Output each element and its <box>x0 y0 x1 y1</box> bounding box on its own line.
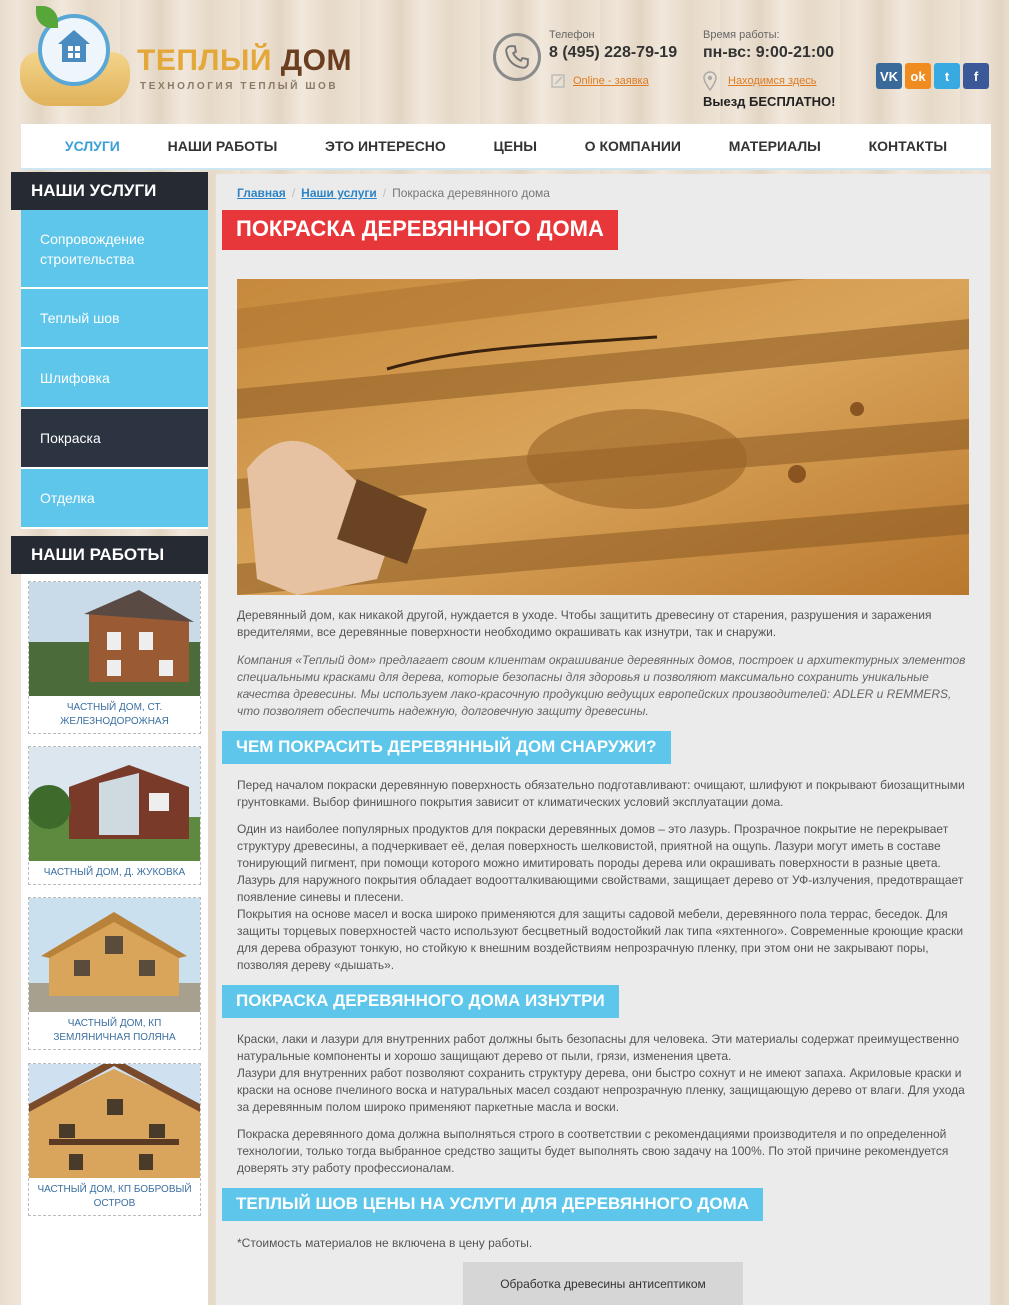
online-request-link[interactable]: Online - заявка <box>573 75 649 87</box>
location-pin-icon <box>703 71 717 91</box>
heading-inside: ПОКРАСКА ДЕРЕВЯННОГО ДОМА ИЗНУТРИ <box>222 985 619 1018</box>
work-photo <box>29 582 200 696</box>
work-photo <box>29 747 200 861</box>
outside-paragraph-2: Один из наиболее популярных продуктов для покраски деревянных домов – это лазурь. Прозрачное покрытие не перекрывает структуру древесины, а подчеркивает её, делая поверхность шелковистой, приятной на ощупь. Лазури могут иметь в составе тонирующий пигмент, при помощи которого можно имитировать породы дерева или окрашивать поверхности в разные цвета. Лазурь для наружного покрытия обладает водоотталкивающими свойствами, защищает дерево от УФ-излучения, предотвращает появление синевы и плесени. <box>237 822 964 904</box>
work-caption: ЧАСТНЫЙ ДОМ, КП ЗЕМЛЯНИЧНАЯ ПОЛЯНА <box>53 1018 176 1043</box>
works-heading: НАШИ РАБОТЫ <box>11 536 208 574</box>
logo[interactable] <box>20 6 130 110</box>
breadcrumb-separator: / <box>291 186 296 200</box>
inside-paragraph-1: Краски, лаки и лазури для внутренних работ должны быть безопасны для человека. Эти материалы содержат преимущественно натуральные компоненты и хорошо защищают дерево от пыли, грязи, изменения цвета. <box>237 1032 960 1063</box>
work-card[interactable] <box>28 897 201 1050</box>
brand-name-2: ДОМ <box>280 44 352 77</box>
price-tab-antiseptic[interactable]: Обработка древесины антисептиком <box>463 1262 743 1305</box>
sidebar-item-construction-support[interactable]: Сопровождение строительства <box>21 210 208 289</box>
inside-paragraph-2: Лазури для внутренних работ позволяют сохранить структуру дерева, они быстро сохнут и не имеют запаха. Акриловые краски и краски на основе пчелиного воска и натуральных масел создают непрозрачную пленку, защищающую дерево от влаги. Для ухода за деревянным полом широко применяют паркетные масла и воски. <box>237 1066 965 1114</box>
outside-paragraph-1: Перед началом покраски деревянную поверхность обязательно подготавливают: очищают, шлифуют и покрывают биозащитными грунтовками. Выбор финишного покрытия зависит от климатических условий эксплуатации дома. <box>237 778 965 809</box>
work-caption: ЧАСТНЫЙ ДОМ, КП БОБРОВЫЙ ОСТРОВ <box>37 1184 192 1209</box>
free-visit-note: Выезд БЕСПЛАТНО! <box>703 94 836 109</box>
nav-item-about[interactable]: О КОМПАНИИ <box>584 138 681 154</box>
sidebar-item-finishing[interactable]: Отделка <box>21 469 208 529</box>
intro-italic-paragraph: Компания «Теплый дом» предлагает своим клиентам окрашивание деревянных домов, построек и архитектурных элементов специальными красками для дерева, которые безопасны для здоровья и позволяют максимально сохранить уникальные качества древесины. Мы используем лако-красочную продукцию ведущих европейских производителей: ADLER и REMMERS, что позволяет обеспечить надежную, долговечную защиту древесины. <box>237 653 966 718</box>
hours-value: пн-вс: 9:00-21:00 <box>703 44 835 61</box>
sidebar-item-painting[interactable]: Покраска <box>21 409 208 469</box>
leaf-icon <box>36 6 58 28</box>
page-title: ПОКРАСКА ДЕРЕВЯННОГО ДОМА <box>222 210 618 250</box>
work-caption: ЧАСТНЫЙ ДОМ, СТ. ЖЕЛЕЗНОДОРОЖНАЯ <box>60 702 169 727</box>
pencil-icon <box>550 73 566 89</box>
vk-icon[interactable]: VK <box>876 63 902 89</box>
sidebar-item-sanding[interactable]: Шлифовка <box>21 349 208 409</box>
twitter-icon[interactable]: t <box>934 63 960 89</box>
location-link[interactable]: Находимся здесь <box>728 75 817 87</box>
breadcrumb-services[interactable]: Наши услуги <box>301 186 377 200</box>
main-nav <box>21 124 991 170</box>
breadcrumb-current: Покраска деревянного дома <box>392 186 550 200</box>
work-caption: ЧАСТНЫЙ ДОМ, Д. ЖУКОВКА <box>43 867 186 878</box>
nav-item-materials[interactable]: МАТЕРИАЛЫ <box>728 138 821 154</box>
heading-outside: ЧЕМ ПОКРАСИТЬ ДЕРЕВЯННЫЙ ДОМ СНАРУЖИ? <box>222 731 671 764</box>
prices-note: *Стоимость материалов не включена в цену работы. <box>237 1236 533 1250</box>
nav-item-services[interactable]: УСЛУГИ <box>64 138 120 154</box>
work-card[interactable] <box>28 581 201 734</box>
work-photo <box>29 898 200 1012</box>
sidebar-item-warm-seam[interactable]: Теплый шов <box>21 289 208 349</box>
brand-title[interactable] <box>137 44 352 78</box>
work-card[interactable] <box>28 1063 201 1216</box>
services-heading: НАШИ УСЛУГИ <box>11 172 208 210</box>
nav-item-interesting[interactable]: ЭТО ИНТЕРЕСНО <box>325 138 446 154</box>
hours-label: Время работы: <box>703 29 780 41</box>
brand-name-1: ТЕПЛЫЙ <box>137 44 272 77</box>
house-icon <box>56 28 92 64</box>
inside-paragraph-3: Покраска деревянного дома должна выполняться строго в соответствии с рекомендациями производителя и по определенной технологии, только тогда выбранное средство защиты будет выполнять свою задачу на 100%. По этой причине рекомендуется доверять эту работу профессионалам. <box>237 1127 949 1175</box>
hero-image <box>237 279 969 595</box>
nav-item-our-works[interactable]: НАШИ РАБОТЫ <box>167 138 278 154</box>
phone-label: Телефон <box>549 29 595 41</box>
breadcrumb <box>237 186 550 200</box>
heading-prices: ТЕПЛЫЙ ШОВ ЦЕНЫ НА УСЛУГИ ДЛЯ ДЕРЕВЯННОГО ДОМА <box>222 1188 763 1221</box>
outside-paragraph-3: Покрытия на основе масел и воска широко применяются для защиты садовой мебели, деревянного пола террас, беседок. Для защиты торцевых поверхностей часто используют бесцветный водостойкий лак типа «яхтенного». Современные кроющие краски для дерева образуют тонкую, но стойкую к внешним воздействиям непрозрачную пленку, при этом они не закрывают поры, позволяя дереву «дышать». <box>237 907 964 972</box>
nav-item-contacts[interactable]: КОНТАКТЫ <box>868 138 948 154</box>
site-header <box>0 0 1009 124</box>
work-photo <box>29 1064 200 1178</box>
odnoklassniki-icon[interactable]: ok <box>905 63 931 89</box>
breadcrumb-home[interactable]: Главная <box>237 186 286 200</box>
nav-item-prices[interactable]: ЦЕНЫ <box>493 138 537 154</box>
phone-icon <box>493 33 541 81</box>
breadcrumb-separator: / <box>382 186 387 200</box>
intro-paragraph: Деревянный дом, как никакой другой, нуждается в уходе. Чтобы защитить древесину от старения, разрушения и заражения вредителями, все деревянные поверхности необходимо окрашивать как изнутри, так и снаружи. <box>237 608 932 639</box>
facebook-icon[interactable]: f <box>963 63 989 89</box>
phone-number[interactable]: 8 (495) 228-79-19 <box>549 44 678 61</box>
work-card[interactable] <box>28 746 201 885</box>
brand-tagline: ТЕХНОЛОГИЯ ТЕПЛЫЙ ШОВ <box>140 81 339 92</box>
